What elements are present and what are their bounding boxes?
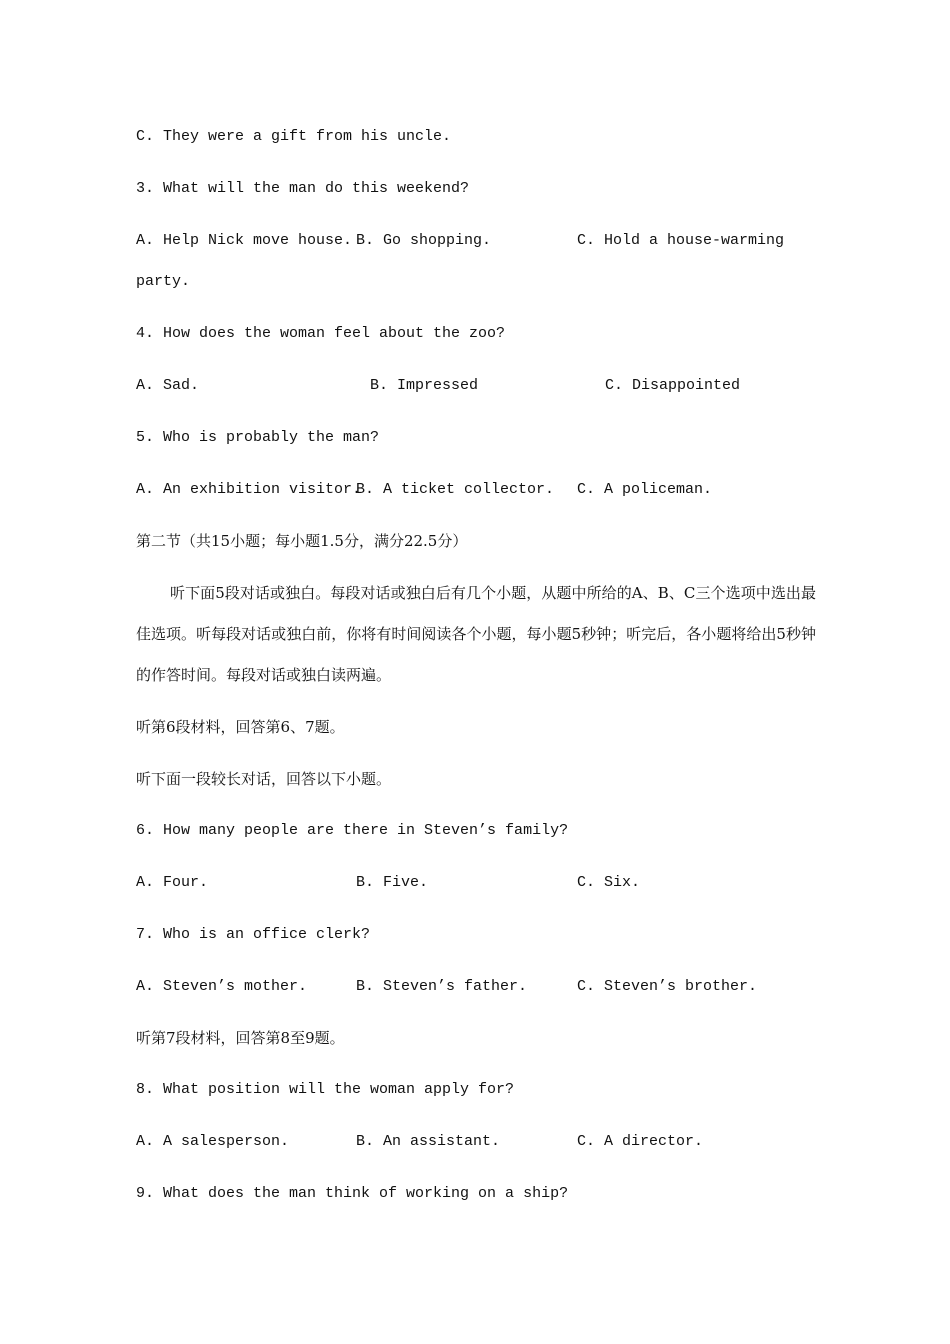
q3-option-b: B. Go shopping. xyxy=(356,232,492,249)
q4-option-c: C. Disappointed xyxy=(605,377,741,394)
section2-heading: 第二节（共15小题；每小题1.5分，满分22.5分） xyxy=(136,532,468,550)
q8-question: 8. What position will the woman apply for? xyxy=(136,1081,515,1098)
q6-option-c: C. Six. xyxy=(577,874,641,891)
q7-option-c: C. Steven’s brother. xyxy=(577,978,758,995)
q6-question: 6. How many people are there in Steven’s family? xyxy=(136,822,569,839)
q3-option-a: A. Help Nick move house. xyxy=(136,232,353,249)
q2-option-c: C. They were a gift from his uncle. xyxy=(136,128,452,145)
material6-heading: 听第6段材料，回答第6、7题。 xyxy=(136,718,345,736)
material6-note: 听下面一段较长对话，回答以下小题。 xyxy=(136,770,392,788)
q7-option-a: A. Steven’s mother. xyxy=(136,978,308,995)
q3-option-c-continued: party. xyxy=(136,273,191,290)
q5-question: 5. Who is probably the man? xyxy=(136,429,380,446)
q7-option-b: B. Steven’s father. xyxy=(356,978,528,995)
q4-question: 4. How does the woman feel about the zoo? xyxy=(136,325,506,342)
material7-heading: 听第7段材料，回答第8至9题。 xyxy=(136,1029,345,1047)
q3-question: 3. What will the man do this weekend? xyxy=(136,180,470,197)
q7-question: 7. Who is an office clerk? xyxy=(136,926,371,943)
q6-option-a: A. Four. xyxy=(136,874,209,891)
q8-option-a: A. A salesperson. xyxy=(136,1133,290,1150)
q4-option-a: A. Sad. xyxy=(136,377,200,394)
q8-option-c: C. A director. xyxy=(577,1133,704,1150)
q3-option-c: C. Hold a house-warming xyxy=(577,232,785,249)
q8-option-b: B. An assistant. xyxy=(356,1133,501,1150)
q6-option-b: B. Five. xyxy=(356,874,429,891)
section2-instructions: 听下面5段对话或独白。每段对话或独白后有几个小题，从题中所给的A、B、C三个选项中选出最佳选项。听每段对话或独白前，你将有时间阅读各个小题，每小题5秒钟；听完后，各小题将给出5秒钟的作答时间。每段对话或独白读两遍。 xyxy=(136,584,816,684)
q5-option-c: C. A policeman. xyxy=(577,481,713,498)
q9-question: 9. What does the man think of working on a ship? xyxy=(136,1185,569,1202)
q5-option-b: B. A ticket collector. xyxy=(356,481,555,498)
q4-option-b: B. Impressed xyxy=(370,377,479,394)
q5-option-a: A. An exhibition visitor. xyxy=(136,481,362,498)
